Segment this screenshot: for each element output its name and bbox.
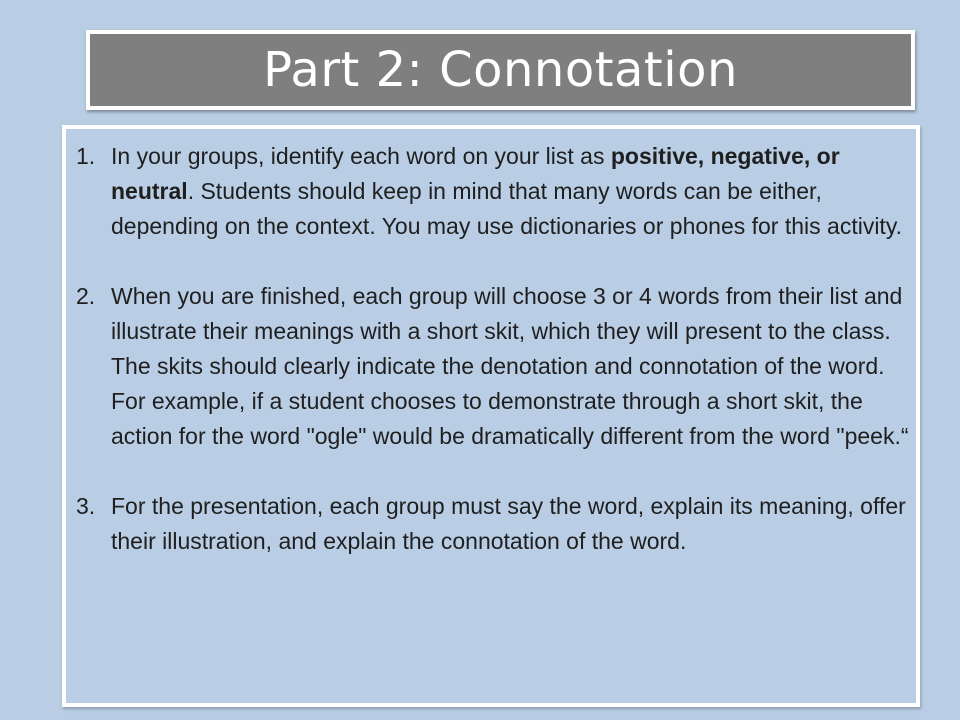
item-number: 2. <box>76 283 96 309</box>
list-item <box>66 279 916 454</box>
item-text-bold: positive, negative, or neutral <box>111 143 840 204</box>
instruction-list <box>66 129 916 559</box>
list-item <box>66 139 916 244</box>
item-number: 1. <box>76 143 96 169</box>
item-text-after: . Students should keep in mind that many words can be either, depending on the context. You may use dictionaries or phones for this activity. <box>111 178 903 239</box>
content-box <box>62 125 920 707</box>
item-text: For the presentation, each group must say the word, explain its meaning, offer their illustration, and explain the connotation of the word. <box>111 493 906 554</box>
item-text-before: In your groups, identify each word on your list as <box>111 143 611 169</box>
item-number: 3. <box>76 493 96 519</box>
item-text: When you are finished, each group will choose 3 or 4 words from their list and illustrate their meanings with a short skit, which they will present to the class. The skits should clearly indicate the denotation and connotation of the word. For example, if a student chooses to demonstrate through a short skit, the action for the word "ogle" would be dramatically different from the word "peek.“ <box>111 283 909 449</box>
title-box <box>86 30 915 110</box>
list-item <box>66 489 916 559</box>
slide-title: Part 2: Connotation <box>263 42 738 98</box>
